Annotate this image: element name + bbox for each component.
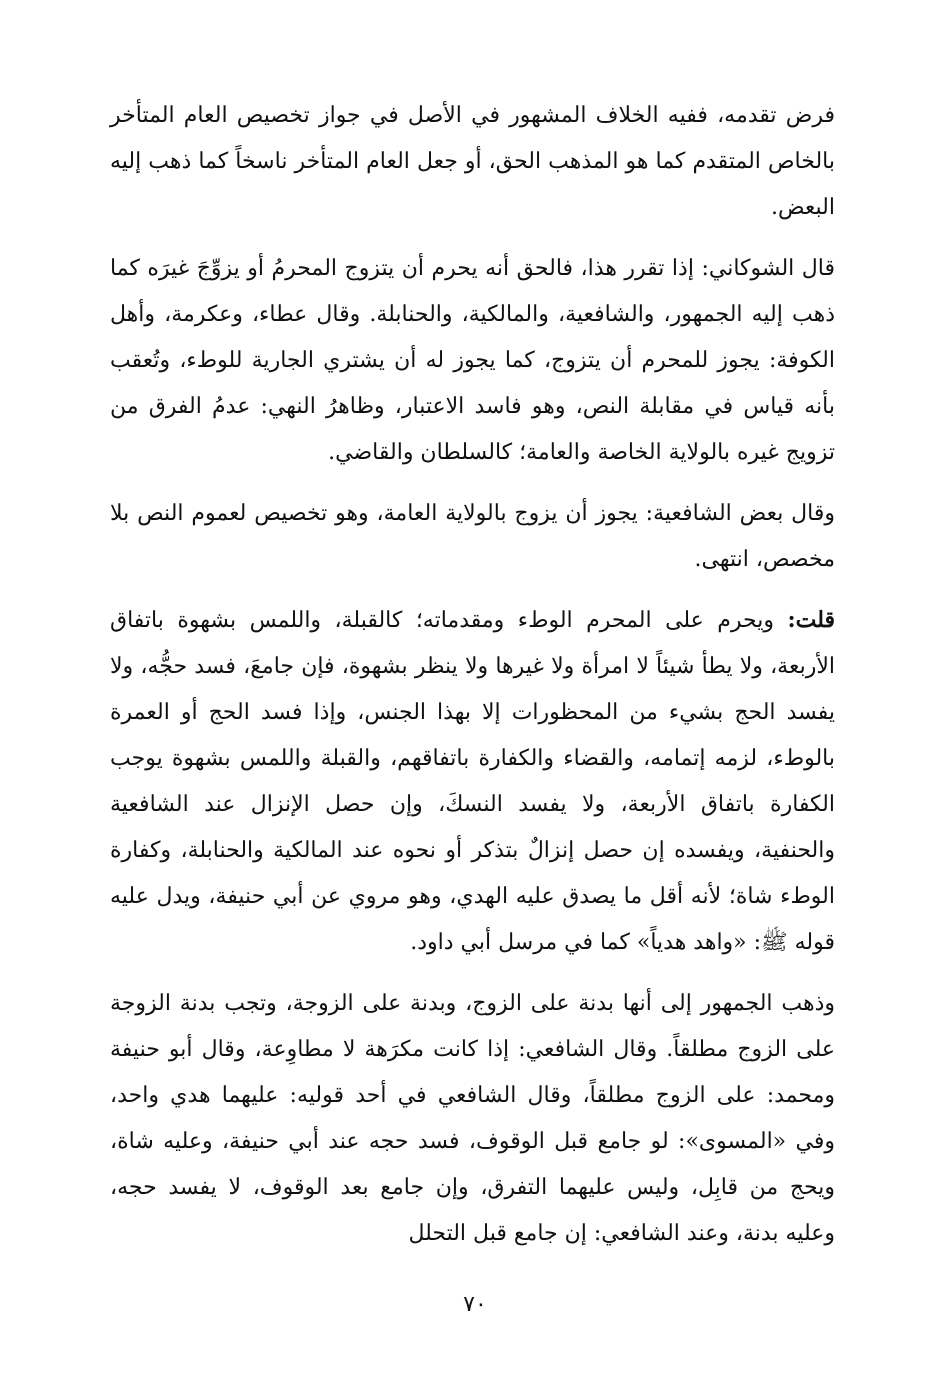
paragraph-4 [110,597,835,966]
paragraph-1 [110,92,835,231]
document-page [110,92,835,1271]
paragraph-2 [110,245,835,476]
paragraph-3 [110,490,835,583]
paragraph-text: ويحرم على المحرم الوطء ومقدماته؛ كالقبلة، واللمس بشهوة باتفاق الأربعة، ولا يطأ شيئاً لا امرأة ولا غيرها ولا ينظر بشهوة، فإن جامعَ، فسد حجُّه، ولا يفسد الحج بشيء من المحظورات إلا بهذا الجنس، وإذا فسد الحج أو العمرة بالوطء، لزمه إتمامه، والقضاء والكفارة باتفاقهم، والقبلة واللمس بشهوة يوجب الكفارة باتفاق الأربعة، ولا يفسد النسكَ، وإن حصل الإنزال عند الشافعية والحنفية، ويفسده إن حصل إنزالٌ بتذكر أو نحوه عند المالكية والحنابلة، وكفارة الوطء شاة؛ لأنه أقل ما يصدق عليه الهدي، وهو مروي عن أبي حنيفة، ويدل عليه قوله ﷺ: «واهد هدياً» كما في مرسل أبي داود. [110,608,835,955]
paragraph-lead: قلت: [787,607,835,633]
paragraph-text: قال الشوكاني: إذا تقرر هذا، فالحق أنه يحرم أن يتزوج المحرمُ أو يزوِّجَ غيرَه كما ذهب إليه الجمهور، والشافعية، والمالكية، والحنابلة. وقال عطاء، وعكرمة، وأهل الكوفة: يجوز للمحرم أن يتزوج، كما يجوز له أن يشتري الجارية للوطء، وتُعقب بأنه قياس في مقابلة النص، وهو فاسد الاعتبار، وظاهرُ النهي: عدمُ الفرق من تزويج غيره بالولاية الخاصة والعامة؛ كالسلطان والقاضي. [110,256,835,465]
paragraph-text: وذهب الجمهور إلى أنها بدنة على الزوج، وبدنة على الزوجة، وتجب بدنة الزوجة على الزوج مطلقاً. وقال الشافعي: إذا كانت مكرَهة لا مطاوِعة، وقال أبو حنيفة ومحمد: على الزوج مطلقاً، وقال الشافعي في أحد قوليه: عليهما هدي واحد، وفي «المسوى»: لو جامع قبل الوقوف، فسد حجه عند أبي حنيفة، وعليه شاة، ويحج من قابِل، وليس عليهما التفرق، وإن جامع بعد الوقوف، لا يفسد حجه، وعليه بدنة، وعند الشافعي: إن جامع قبل التحلل [110,991,835,1246]
page-number: ٧٠ [463,1292,487,1317]
paragraph-5 [110,980,835,1257]
paragraph-text: فرض تقدمه، ففيه الخلاف المشهور في الأصل في جواز تخصيص العام المتأخر بالخاص المتقدم كما هو المذهب الحق، أو جعل العام المتأخر ناسخاً كما ذهب إليه البعض. [110,103,835,220]
paragraph-text: وقال بعض الشافعية: يجوز أن يزوج بالولاية العامة، وهو تخصيص لعموم النص بلا مخصص، انتهى. [110,501,835,572]
